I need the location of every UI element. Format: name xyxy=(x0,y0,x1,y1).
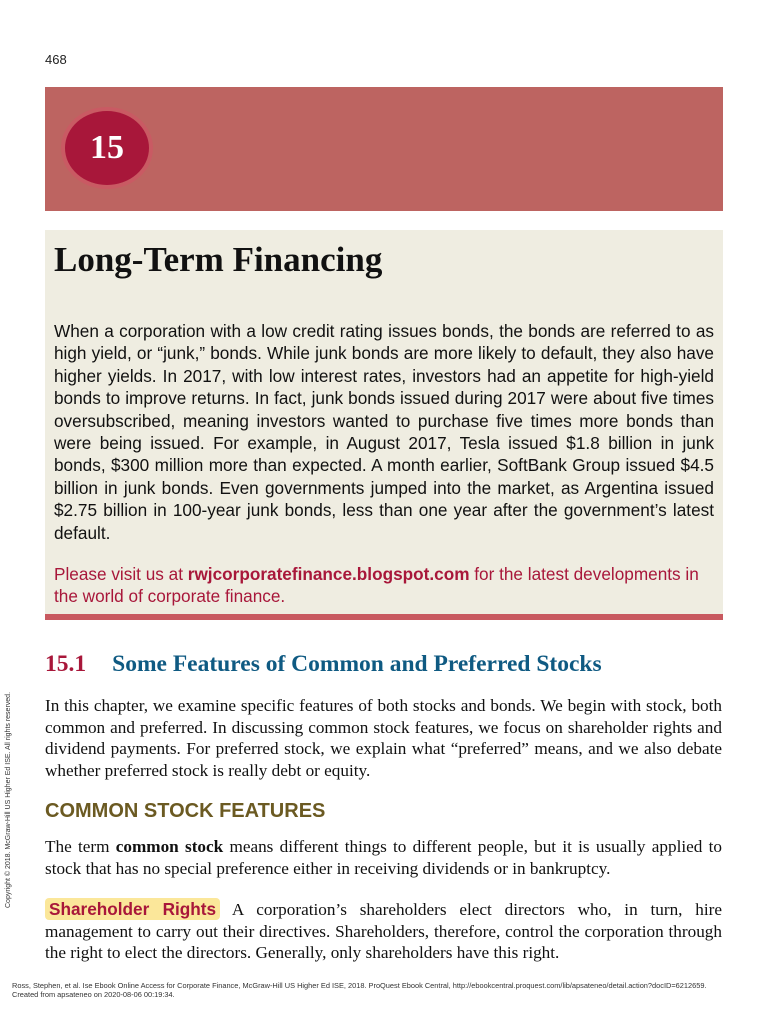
chapter-intro-box xyxy=(45,230,723,620)
footer-created: Created from apsateneo on 2020-08-06 00:19:34. xyxy=(12,990,175,999)
visit-prefix: Please visit us at xyxy=(54,564,188,584)
side-copyright: Copyright © 2018. McGraw-Hill US Higher Ed ISE. All rights reserved. xyxy=(5,691,12,908)
p2-after: means different things to different people, but it is usually applied to stock that has no special preference either in receiving dividends or in bankruptcy. xyxy=(45,837,722,878)
p2-before: The term xyxy=(45,837,116,856)
footer-citation: Ross, Stephen, et al. Ise Ebook Online Access for Corporate Finance, McGraw-Hill US Higher Ed ISE, 2018. ProQuest Ebook Central, http://ebookcentral.proquest.com/lib/apsateneo/detail.action?docID=6212659. xyxy=(12,981,707,990)
section-title: Some Features of Common and Preferred Stocks xyxy=(112,651,602,677)
section-paragraph-2 xyxy=(45,836,722,879)
visit-note xyxy=(54,563,716,608)
common-stock-term: common stock xyxy=(115,837,224,856)
section-paragraph-1: In this chapter, we examine specific features of both stocks and bonds. We begin with stock, both common and preferred. In discussing common stock features, we focus on shareholder rights and dividend payments. For preferred stock, we explain what “preferred” means, and we also debate whether preferred stock is really debt or equity. xyxy=(45,696,722,780)
footer xyxy=(12,981,752,999)
page-number: 468 xyxy=(45,52,67,67)
p3-text: A corporation’s shareholders elect directors who, in turn, hire management to carry out their directives. Shareholders, therefore, control the corporation through the right to elect the directors. Generally, only shareholders have this right. xyxy=(45,900,723,963)
chapter-number-badge: 15 xyxy=(65,111,149,185)
section-paragraph-3 xyxy=(45,899,722,964)
chapter-title: Long-Term Financing xyxy=(54,240,383,279)
section-number: 15.1 xyxy=(45,651,87,677)
common-stock-features-heading: COMMON STOCK FEATURES xyxy=(45,800,326,822)
visit-suffix: for the latest developments in the world of corporate finance. xyxy=(54,564,699,607)
section-heading xyxy=(45,651,602,678)
shareholder-rights-highlight: Shareholder Rights xyxy=(45,898,220,920)
blog-link[interactable]: rwjcorporatefinance.blogspot.com xyxy=(187,564,470,584)
chapter-banner xyxy=(45,87,723,211)
chapter-intro-text: When a corporation with a low credit rating issues bonds, the bonds are referred to as high yield, or “junk,” bonds. While junk bonds are more likely to default, they also have higher yields. In 2017, with low interest rates, investors had an appetite for high-yield bonds to improve returns. In fact, junk bonds issued during 2017 were about five times oversubscribed, meaning investors wanted to purchase five times more bonds than were being issued. For example, in August 2017, Tesla issued $1.8 billion in junk bonds, $300 million more than expected. A month earlier, SoftBank Group issued $4.5 billion in junk bonds. Even governments jumped into the market, as Argentina issued $2.75 billion in 100-year junk bonds, less than one year after the government’s latest default. xyxy=(54,321,714,543)
